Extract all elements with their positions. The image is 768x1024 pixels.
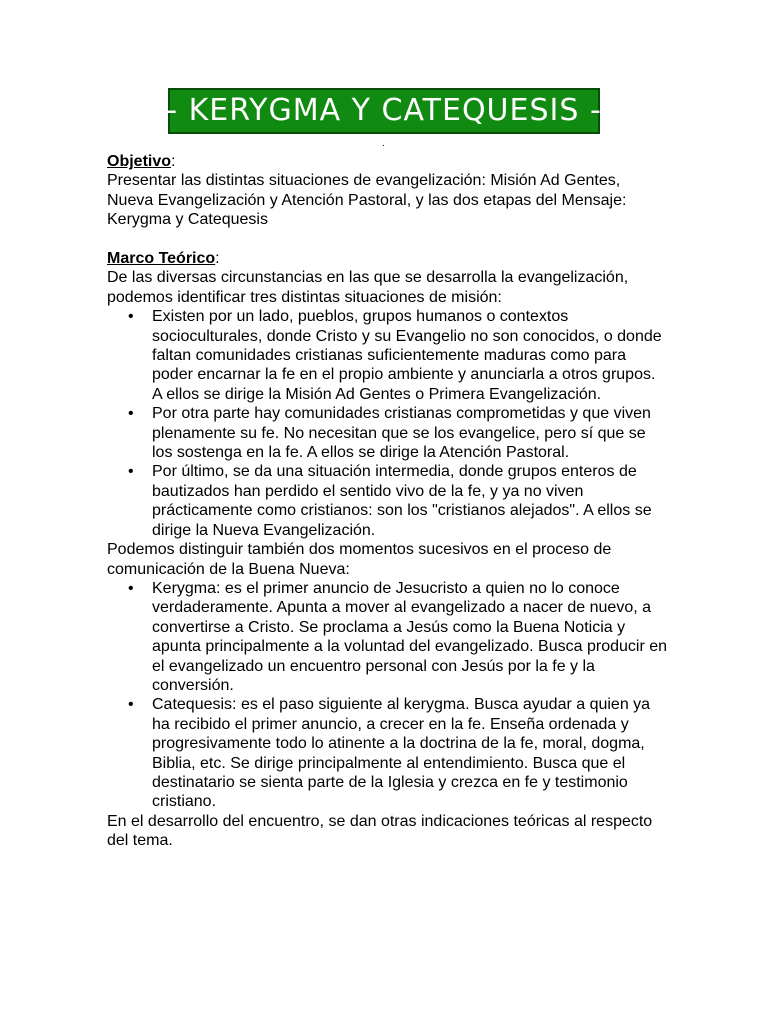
bullet-icon: •	[128, 405, 134, 423]
mission-situations-list	[107, 307, 667, 540]
document-body	[107, 152, 667, 851]
bullet-icon: •	[128, 308, 134, 326]
marco-heading-line	[107, 249, 667, 268]
bullet-icon: •	[128, 696, 134, 714]
marco-colon: :	[215, 250, 220, 268]
bullet-icon: •	[128, 463, 134, 481]
marco-heading: Marco Teórico	[107, 250, 216, 268]
list-item	[107, 404, 667, 462]
list-item	[107, 695, 667, 811]
bullet-icon: •	[128, 579, 134, 597]
document-title: - KERYGMA Y CATEQUESIS -	[166, 93, 602, 128]
title-banner	[168, 88, 600, 134]
objetivo-text: Presentar las distintas situaciones de evangelización: Misión Ad Gentes, Nueva Evangelización y Atención Pastoral, y las dos etapas del Mensaje: Kerygma y Catequesis	[107, 172, 627, 229]
list-item-text: Existen por un lado, pueblos, grupos humanos o contextos socioculturales, donde Cristo y su Evangelio no son conocidos, o donde faltan comunidades cristianas suficientemente maduras como para poder encarnar la fe en el propio ambiente y anunciarla a otros grupos. A ellos se dirige la Misión Ad Gentes o Primera Evangelización.	[152, 308, 662, 403]
marco-middle: Podemos distinguir también dos momentos sucesivos en el proceso de comunicación de la Buena Nueva:	[107, 541, 612, 578]
marco-closing: En el desarrollo del encuentro, se dan otras indicaciones teóricas al respecto del tema.	[107, 812, 653, 850]
list-item	[107, 579, 667, 695]
list-item-text: Por otra parte hay comunidades cristianas comprometidas y que viven plenamente su fe. No necesitan que se los evangelice, pero sí que se los sostenga en la fe. A ellos se dirige la Atención Pastoral.	[152, 405, 651, 462]
marco-intro: De las diversas circunstancias en las que se desarrolla la evangelización, podemos identificar tres distintas situaciones de misión:	[107, 269, 629, 306]
paragraph-spacer	[107, 230, 667, 249]
objetivo-heading: Objetivo	[107, 153, 172, 170]
stray-dot: .	[382, 138, 385, 149]
objetivo-colon: :	[171, 153, 176, 170]
message-stages-list	[107, 579, 667, 812]
list-item-text: Catequesis: es el paso siguiente al kerygma. Busca ayudar a quien ya ha recibido el primer anuncio, a crecer en la fe. Enseña ordenada y progresivamente todo lo atinente a la doctrina de la fe, moral, dogma, Biblia, etc. Se dirige principalmente al entendimiento. Busca que el destinatario se sienta parte de la Iglesia y crezca en fe y testimonio cristiano.	[152, 696, 651, 811]
list-item	[107, 307, 667, 404]
list-item	[107, 462, 667, 540]
list-item-text: Kerygma: es el primer anuncio de Jesucristo a quien no lo conoce verdaderamente. Apunta a mover al evangelizado a nacer de nuevo, a convertirse a Cristo. Se proclama a Jesús como la Buena Noticia y apunta principalmente a la voluntad del evangelizado. Busca producir en el evangelizado un encuentro personal con Jesús por la fe y la conversión.	[152, 579, 668, 694]
list-item-text: Por último, se da una situación intermedia, donde grupos enteros de bautizados han perdido el sentido vivo de la fe, y ya no viven prácticamente como cristianos: son los "cristianos alejados". A ellos se dirige la Nueva Evangelización.	[152, 463, 652, 539]
objetivo-heading-line	[107, 152, 667, 171]
